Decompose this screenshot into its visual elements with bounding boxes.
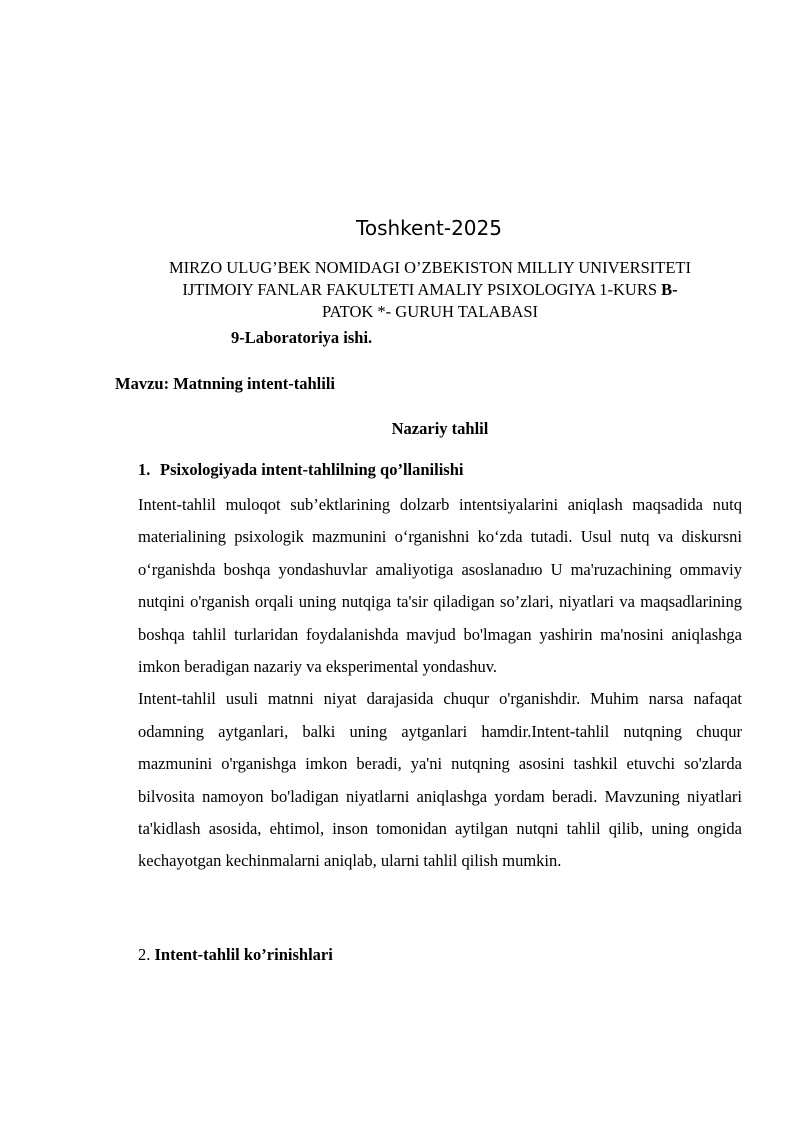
section-1-title: Psixologiyada intent-tahlilning qo’llanilishi bbox=[160, 460, 464, 479]
section-1-number: 1. bbox=[138, 460, 151, 479]
section-2-heading bbox=[138, 945, 333, 965]
paragraph: Intent-tahlil usuli matnni niyat darajasida chuqur o'rganishdir. Muhim narsa nafaqat odamning aytganlari, balki uning aytganlari hamdir.Intent-tahlil nutqning chuqur mazmunini o'rganishga imkon beradi, ya'ni nutqning asosini tashkil etuvchi so'zlarda bilvosita namoyon bo'ladigan niyatlarni aniqlashga yordam beradi. Mavzuning niyatlari ta'kidlash asosida, ehtimol, inson tomonidan aytilgan nutqni tahlil qilib, uning ongida kechayotgan kechinmalarni aniqlab, ularni tahlil qilish mumkin. bbox=[138, 689, 742, 871]
section-2-number: 2. bbox=[138, 945, 155, 964]
university-line-1: MIRZO ULUG’BEK NOMIDAGI O’ZBEKISTON MILLIY UNIVERSITETI bbox=[169, 258, 691, 277]
lab-title: 9-Laboratoriya ishi. bbox=[231, 328, 373, 347]
university-line-3: PATOK *- GURUH TALABASI bbox=[321, 302, 539, 321]
university-header bbox=[125, 257, 735, 323]
university-line-2 bbox=[125, 279, 735, 301]
section-heading: Nazariy tahlil bbox=[391, 419, 489, 438]
body-text bbox=[138, 489, 742, 878]
topic-heading: Mavzu: Matnning intent-tahlili bbox=[115, 374, 336, 393]
university-line-2-bold: B- bbox=[661, 280, 678, 299]
section-1-heading bbox=[138, 460, 464, 480]
section-2-title: Intent-tahlil ko’rinishlari bbox=[154, 945, 333, 964]
city-year: Toshkent-2025 bbox=[356, 216, 502, 240]
university-line-2-text: IJTIMOIY FANLAR FAKULTETI AMALIY PSIXOLOGIYA 1-KURS bbox=[182, 280, 662, 299]
paragraph: Intent-tahlil muloqot sub’ektlarining dolzarb intentsiyalarini aniqlash maqsadida nutq materialining psixologik mazmunini o‘rganishni ko‘zda tutadi. Usul nutq va diskursni o‘rganishda boshqa yondashuvlar amaliyotiga asoslanadıю U ma'ruzachining ommaviy nutqini o'rganish orqali uning nutqiga ta'sir qiladigan so’zlari, niyatlari va maqsadlarining boshqa tahlil turlaridan foydalanishda mavjud bo'lmagan yashirin ma'nosini aniqlashga imkon beradigan nazariy va eksperimental yondashuv. bbox=[138, 495, 742, 677]
